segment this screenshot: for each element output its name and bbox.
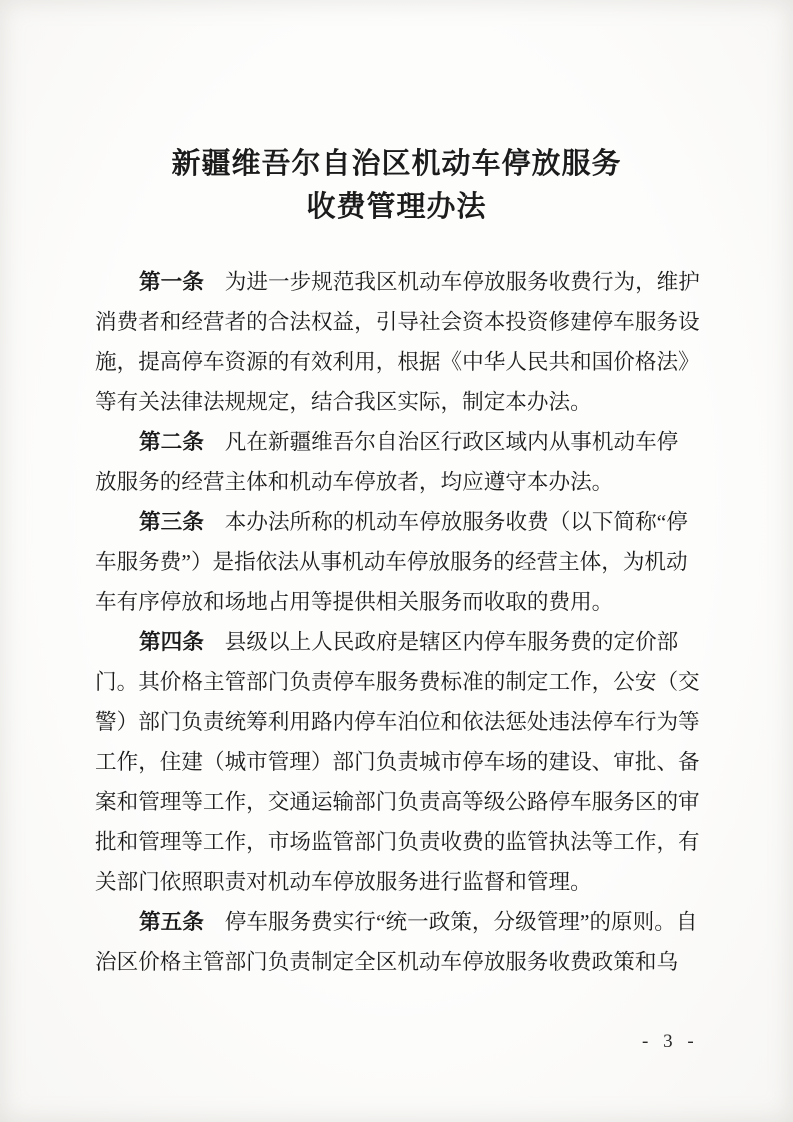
article-4-line-3: 警）部门负责统筹利用路内停车泊位和依法惩处违法停车行为等 (95, 710, 700, 734)
article-1-number-label: 第一条 (139, 270, 204, 294)
article-1-line-1 (95, 262, 710, 302)
article-3-number-label: 第三条 (139, 510, 204, 534)
article-4-line-1 (95, 622, 710, 662)
article-3-line-3: 车有序停放和场地占用等提供相关服务而收取的费用。 (95, 590, 614, 614)
article-4-line-2: 门。其价格主管部门负责停车服务费标准的制定工作，公安（交 (95, 670, 700, 694)
article-5-number-label: 第五条 (139, 910, 204, 934)
article-2-line-2: 放服务的经营主体和机动车停放者，均应遵守本办法。 (95, 470, 614, 494)
article-1-line-3: 施，提高停车资源的有效利用，根据《中华人民共和国价格法》 (95, 350, 700, 374)
article-3-line-2: 车服务费”）是指依法从事机动车停放服务的经营主体，为机动 (95, 550, 688, 574)
article-4-line-4: 工作，住建（城市管理）部门负责城市停车场的建设、审批、备 (95, 750, 700, 774)
document-line-text: 县级以上人民政府是辖区内停车服务费的定价部 (224, 630, 679, 654)
document-body (95, 262, 710, 982)
article-5-line-2: 治区价格主管部门负责制定全区机动车停放服务收费政策和乌 (95, 950, 679, 974)
article-4-line-5: 案和管理等工作，交通运输部门负责高等级公路停车服务区的审 (95, 790, 700, 814)
article-2-number-label: 第二条 (139, 430, 204, 454)
article-2-line-1 (95, 422, 710, 462)
document-line-text: 停车服务费实行“统一政策，分级管理”的原则。自 (224, 910, 698, 934)
document-line-text: 为进一步规范我区机动车停放服务收费行为，维护 (224, 270, 700, 294)
document-line-text: 本办法所称的机动车停放服务收费（以下简称“停 (224, 510, 688, 534)
document-title-line-1: 新疆维吾尔自治区机动车停放服务 (171, 148, 622, 180)
article-3-line-1 (95, 502, 710, 542)
document-title (0, 143, 793, 229)
article-5-line-1 (95, 902, 710, 942)
document-title-line-2: 收费管理办法 (306, 191, 487, 223)
document-line-text: 凡在新疆维吾尔自治区行政区域内从事机动车停 (224, 430, 679, 454)
article-1-line-2: 消费者和经营者的合法权益，引导社会资本投资修建停车服务设 (95, 310, 700, 334)
article-1-line-4: 等有关法律法规规定，结合我区实际，制定本办法。 (95, 390, 592, 414)
article-4-line-7: 关部门依照职责对机动车停放服务进行监督和管理。 (95, 870, 592, 894)
article-4-line-6: 批和管理等工作，市场监管部门负责收费的监管执法等工作，有 (95, 830, 700, 854)
page-number: - 3 - (642, 1031, 699, 1052)
article-4-number-label: 第四条 (139, 630, 204, 654)
